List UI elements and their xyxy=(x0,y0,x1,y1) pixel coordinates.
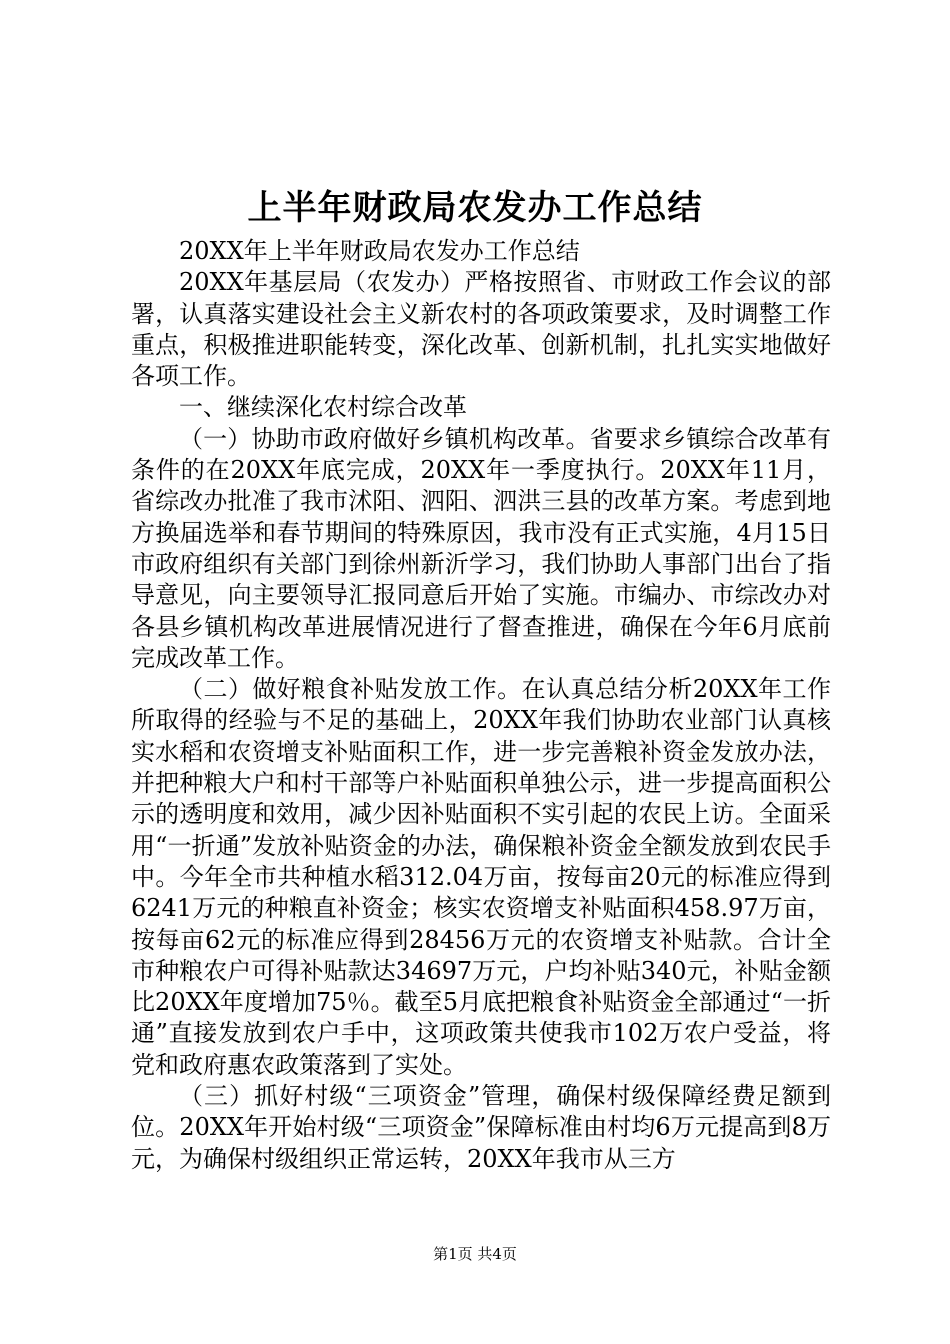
body-paragraph: （二）做好粮食补贴发放工作。在认真总结分析20XX年工作所取得的经验与不足的基础上，20XX年我们协助农业部门认真核实水稻和农资增支补贴面积工作，进一步完善粮补资金发放办法，并把种粮大户和村干部等户补贴面积单独公示，进一步提高面积公示的透明度和效用，减少因补贴面积不实引起的农民上访。全面采用“一折通”发放补贴资金的办法，确保粮补资金全额发放到农民手中。今年全市共种植水稻312.04万亩，按每亩20元的标准应得到6241万元的种粮直补资金；核实农资增支补贴面积458.97万亩，按每亩62元的标准应得到28456万元的农资增支补贴款。合计全市种粮农户可得补贴款达34697万元，户均补贴340元，补贴金额比20XX年度增加75％。截至5月底把粮食补贴资金全部通过“一折通”直接发放到农户手中，这项政策共使我市102万农户受益，将党和政府惠农政策落到了实处。 xyxy=(131,675,831,1079)
body-paragraph: （三）抓好村级“三项资金”管理，确保村级保障经费足额到位。20XX年开始村级“三项资金”保障标准由村均6万元提高到8万元，为确保村级组织正常运转，20XX年我市从三方 xyxy=(131,1082,831,1173)
document-title: 上半年财政局农发办工作总结 xyxy=(247,188,703,228)
document-body xyxy=(131,236,831,1175)
page-footer: 第1页 共4页 xyxy=(433,1245,517,1263)
section-heading: 一、继续深化农村综合改革 xyxy=(179,393,467,422)
intro-paragraph: 20XX年基层局（农发办）严格按照省、市财政工作会议的部署，认真落实建设社会主义新农村的各项政策要求，及时调整工作重点，积极推进职能转变，深化改革、创新机制，扎扎实实地做好各项工作。 xyxy=(131,268,831,391)
body-paragraph: （一）协助市政府做好乡镇机构改革。省要求乡镇综合改革有条件的在20XX年底完成，20XX年一季度执行。20XX年11月，省综改办批准了我市沭阳、泗阳、泗洪三县的改革方案。考虑到地方换届选举和春节期间的特殊原因，我市没有正式实施，4月15日市政府组织有关部门到徐州新沂学习，我们协助人事部门出台了指导意见，向主要领导汇报同意后开始了实施。市编办、市综改办对各县乡镇机构改革进展情况进行了督查推进，确保在今年6月底前完成改革工作。 xyxy=(131,424,831,672)
subtitle-paragraph: 20XX年上半年财政局农发办工作总结 xyxy=(179,237,580,265)
